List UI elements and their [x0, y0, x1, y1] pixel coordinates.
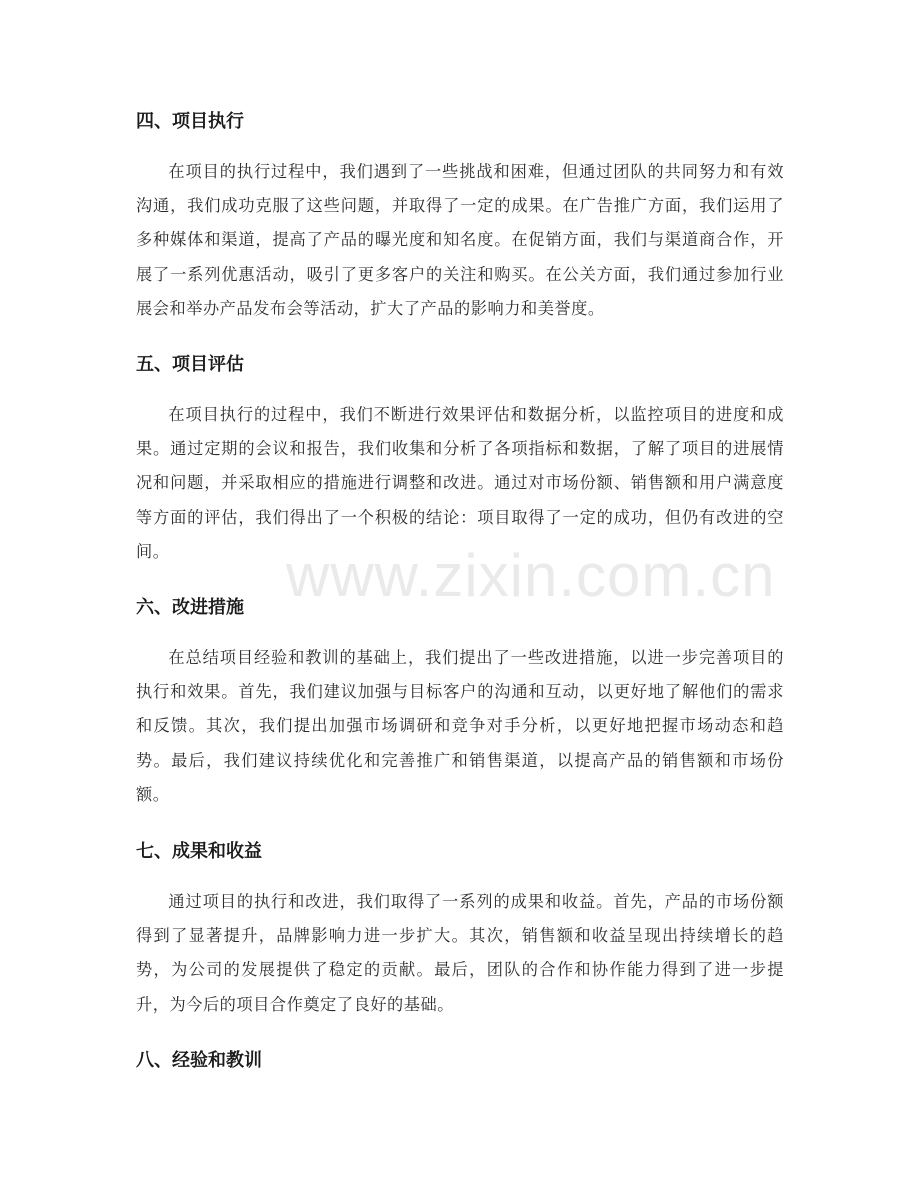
watermark: www.zixin.com.cn: [286, 542, 776, 609]
section-heading-lessons: 八、经验和教训: [136, 1050, 262, 1071]
section-heading-evaluation: 五、项目评估: [136, 354, 244, 375]
section-body-execution: 在项目的执行过程中，我们遇到了一些挑战和困难，但通过团队的共同努力和有效沟通，我们成功克服了这些问题，并取得了一定的成果。在广告推广方面，我们运用了多种媒体和渠道，提高了产品的曝光度和知名度。在促销方面，我们与渠道商合作，开展了一系列优惠活动，吸引了更多客户的关注和购买。在公关方面，我们通过参加行业展会和举办产品发布会等活动，扩大了产品的影响力和美誉度。: [136, 162, 784, 318]
section-heading-results: 七、成果和收益: [136, 841, 262, 862]
section-heading-improvements: 六、改进措施: [136, 597, 244, 618]
section-body-improvements: 在总结项目经验和教训的基础上，我们提出了一些改进措施，以进一步完善项目的执行和效果。首先，我们建议加强与目标客户的沟通和互动，以更好地了解他们的需求和反馈。其次，我们提出加强市场调研和竞争对手分析，以更好地把握市场动态和趋势。最后，我们建议持续优化和完善推广和销售渠道，以提高产品的销售额和市场份额。: [136, 648, 784, 804]
section-body-evaluation: 在项目执行的过程中，我们不断进行效果评估和数据分析，以监控项目的进度和成果。通过定期的会议和报告，我们收集和分析了各项指标和数据，了解了项目的进展情况和问题，并采取相应的措施进行调整和改进。通过对市场份额、销售额和用户满意度等方面的评估，我们得出了一个积极的结论：项目取得了一定的成功，但仍有改进的空间。: [136, 405, 784, 561]
section-heading-execution: 四、项目执行: [136, 111, 244, 132]
section-body-results: 通过项目的执行和改进，我们取得了一系列的成果和收益。首先，产品的市场份额得到了显著提升，品牌影响力进一步扩大。其次，销售额和收益呈现出持续增长的趋势，为公司的发展提供了稳定的贡献。最后，团队的合作和协作能力得到了进一步提升，为今后的项目合作奠定了良好的基础。: [136, 892, 784, 1014]
